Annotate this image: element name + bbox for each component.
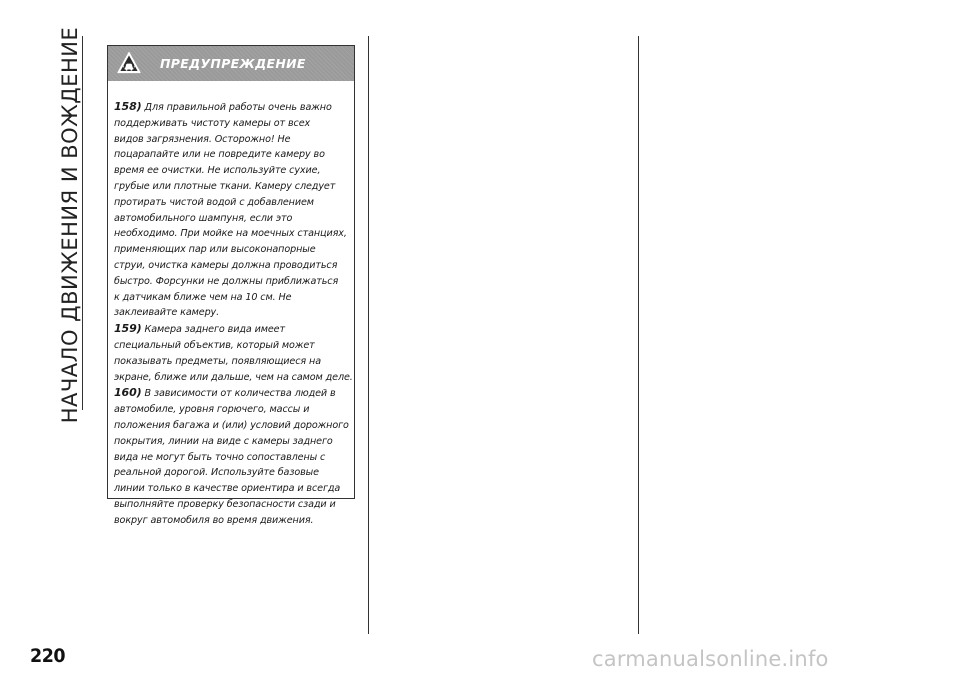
note-line: положения багажа и (или) условий дорожного <box>114 419 349 431</box>
note-line: экране, ближе или дальше, чем на самом деле. <box>114 371 353 383</box>
section-title <box>50 26 90 424</box>
note-line: поцарапайте или не повредите камеру во <box>114 149 325 161</box>
note-line: быстро. Форсунки не должны приближаться <box>114 275 339 287</box>
note-line: специальный объектив, который может <box>114 339 315 351</box>
page-number: 220 <box>30 645 66 667</box>
section-divider <box>82 36 83 410</box>
column-divider-2 <box>638 36 639 634</box>
note-line: протирать чистой водой с добавлением <box>114 196 314 208</box>
note-line: вокруг автомобиля во время движения. <box>114 514 314 526</box>
note-line: струи, очистка камеры должна проводиться <box>114 259 338 271</box>
note-158 <box>114 99 350 321</box>
note-line: 158) Для правильной работы очень важно <box>114 100 332 113</box>
note-line: покрытия, линии на виде с камеры заднего <box>114 435 333 447</box>
section-title-text: НАЧАЛО ДВИЖЕНИЯ И ВОЖДЕНИЕ <box>58 26 83 424</box>
note-line: применяющих пар или высоконапорные <box>114 244 316 256</box>
note-line: показывать предметы, появляющиеся на <box>114 355 321 367</box>
note-line: реальной дорогой. Используйте базовые <box>114 467 319 479</box>
warning-header <box>108 46 354 81</box>
note-159 <box>114 321 353 385</box>
note-line: видов загрязнения. Осторожно! Не <box>114 133 291 145</box>
warning-box <box>107 45 355 526</box>
note-line: заклеивайте камеру. <box>114 307 220 319</box>
note-number: 159) <box>114 322 142 336</box>
note-line: 159) Камера заднего вида имеет <box>114 322 285 336</box>
warning-car-icon <box>117 51 141 75</box>
note-number: 158) <box>114 100 142 113</box>
note-line: автомобильного шампуня, если это <box>114 212 293 224</box>
column-divider-1 <box>368 36 369 634</box>
note-line: грубые или плотные ткани. Камеру следует <box>114 180 336 192</box>
note-number: 160) <box>114 386 142 400</box>
note-line: выполняйте проверку безопасности сзади и <box>114 498 336 510</box>
note-line: время ее очистки. Не используйте сухие, <box>114 165 321 177</box>
note-line: вида не могут быть точно сопоставлены с <box>114 451 326 463</box>
note-line: поддерживать чистоту камеры от всех <box>114 117 311 129</box>
warning-title: ПРЕДУПРЕЖДЕНИЕ <box>160 56 306 71</box>
note-line: линии только в качестве ориентира и всегда <box>114 483 341 495</box>
note-line: 160) В зависимости от количества людей в <box>114 386 336 400</box>
note-line: необходимо. При мойке на моечных станциях, <box>114 228 347 240</box>
watermark: carmanualsonline.info <box>592 647 829 671</box>
warning-body <box>108 81 354 529</box>
note-160 <box>114 385 350 528</box>
note-line: автомобиле, уровня горючего, массы и <box>114 404 310 416</box>
note-line: к датчикам ближе чем на 10 см. Не <box>114 291 292 303</box>
